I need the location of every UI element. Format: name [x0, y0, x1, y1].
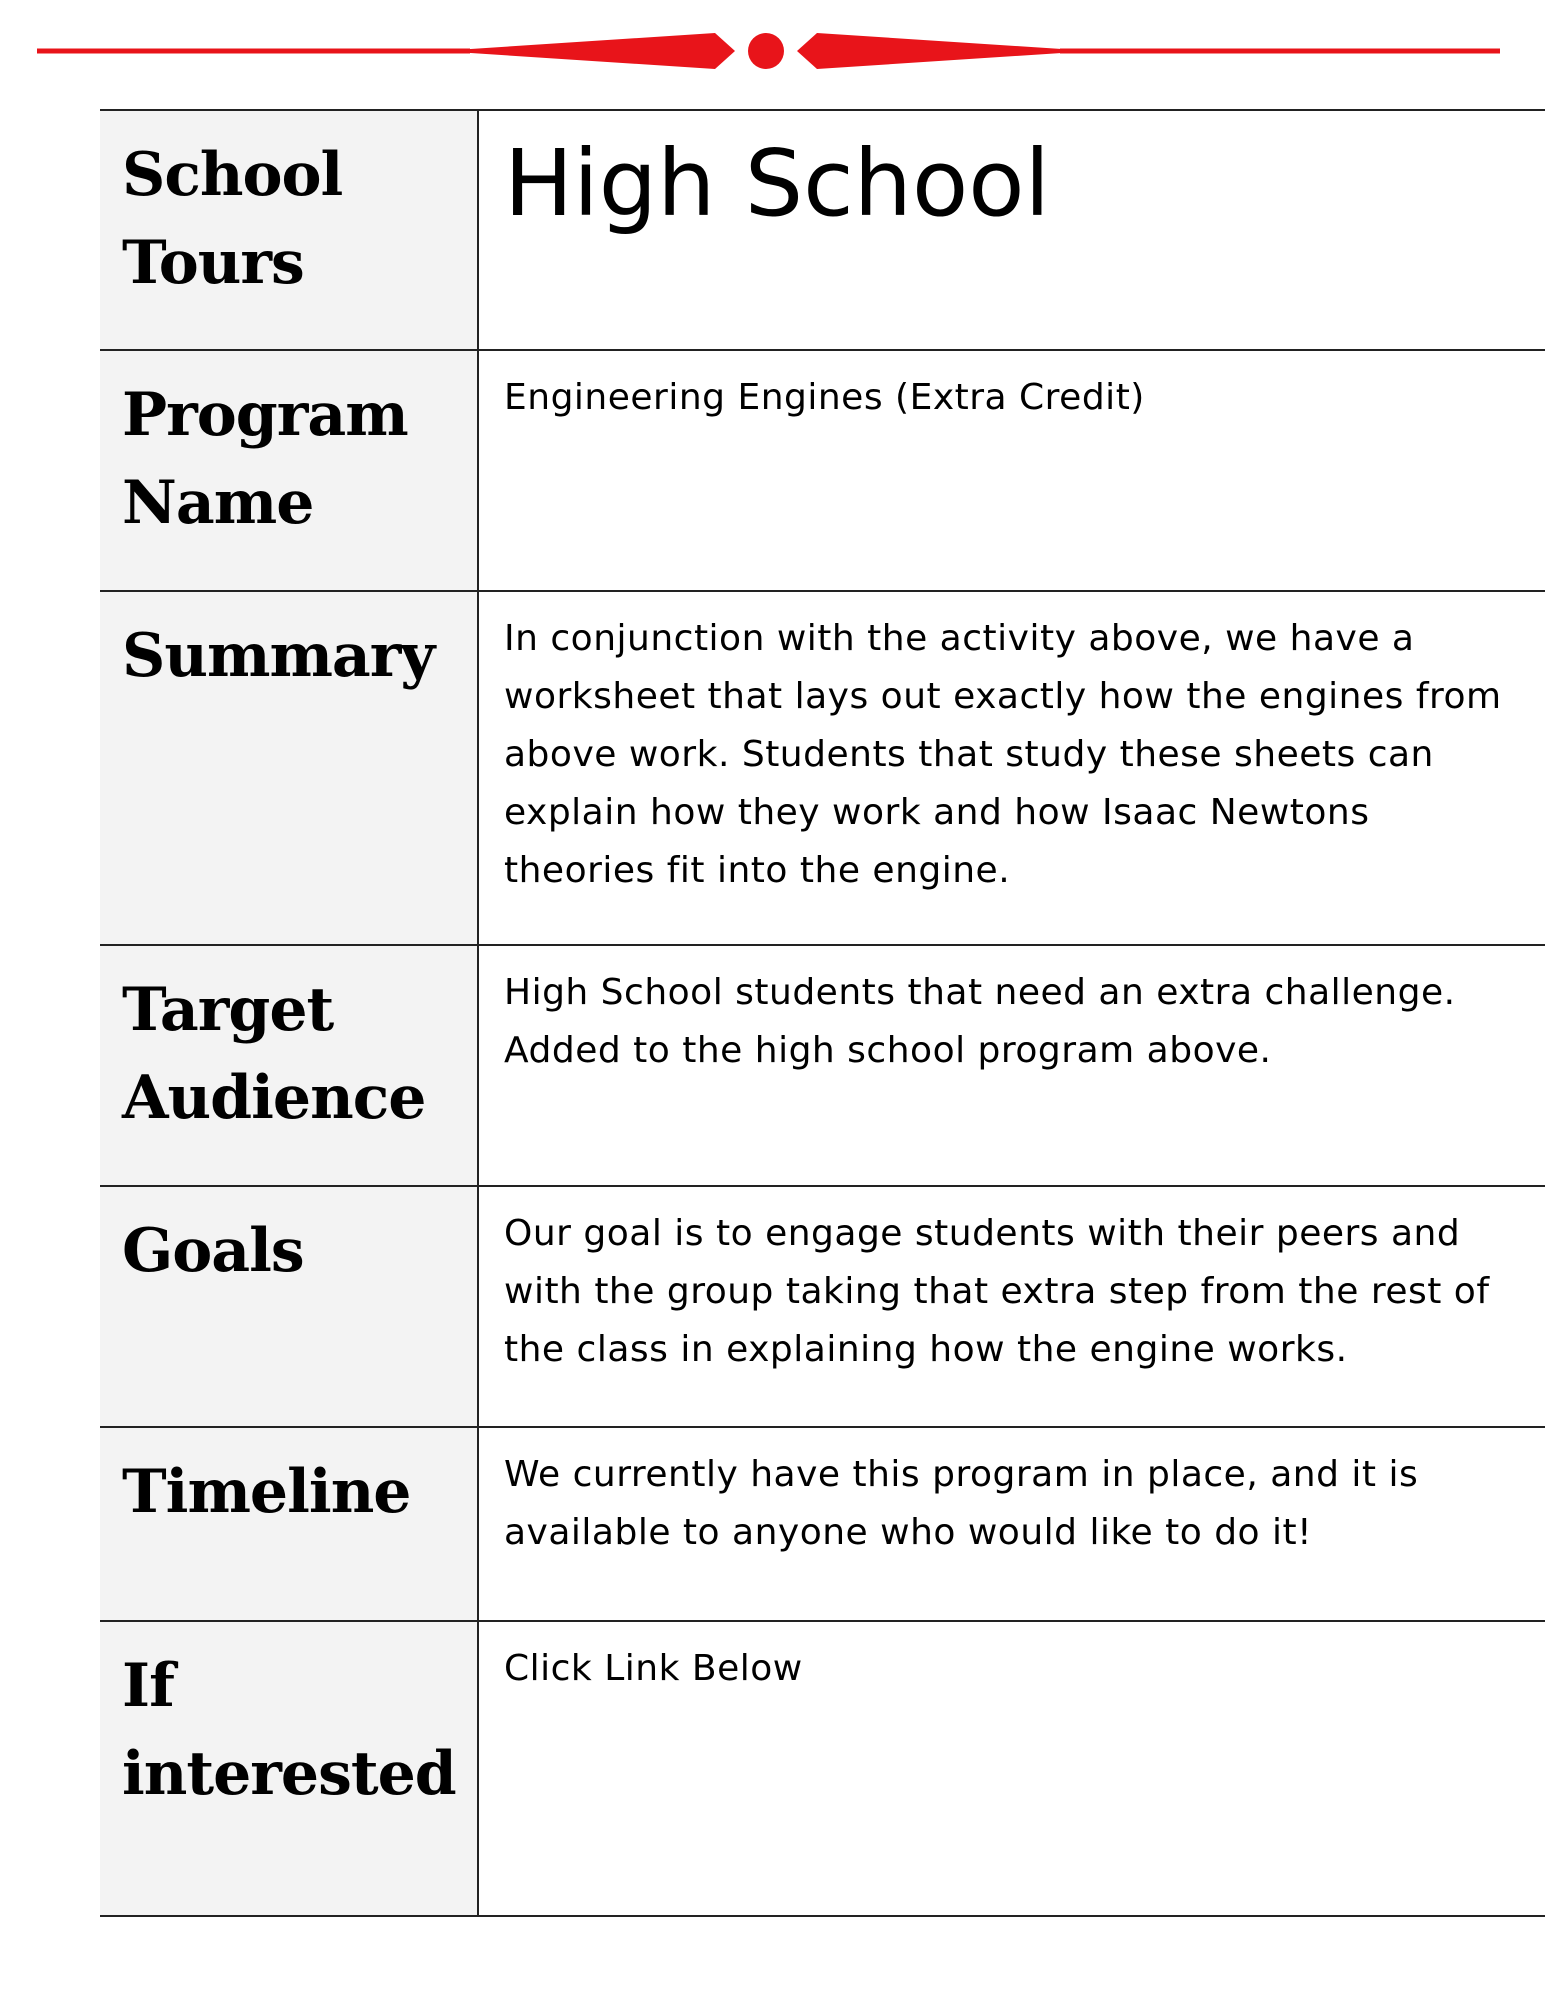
- row-target-audience: [100, 945, 1545, 1186]
- value-cell: [478, 591, 1545, 945]
- value-cell: [478, 1186, 1545, 1427]
- value-goals: Our goal is to engage students with their peers and with the group taking that extra step from the rest of the class in explaining how the engine works.: [504, 1213, 1490, 1370]
- label-school-tours: School Tours: [122, 140, 343, 298]
- ornament-center-dot: [748, 33, 784, 69]
- row-summary: [100, 591, 1545, 945]
- value-summary: In conjunction with the activity above, we have a worksheet that lays out exactly how the engines from above work. Students that study these sheets can explain how they work and how Isaac Newtons theories fit into the engine.: [504, 618, 1502, 891]
- value-if-interested: Click Link Below: [504, 1648, 803, 1689]
- label-cell: [100, 350, 478, 591]
- value-cell: [478, 350, 1545, 591]
- label-target-audience: Target Audience: [122, 975, 426, 1133]
- value-cell: [478, 1621, 1545, 1916]
- ornament-left-spike: [440, 33, 735, 69]
- row-goals: [100, 1186, 1545, 1427]
- label-cell: [100, 1186, 478, 1427]
- label-program-name: Program Name: [122, 380, 408, 538]
- label-cell: [100, 110, 478, 350]
- row-if-interested: [100, 1621, 1545, 1916]
- value-target-audience: High School students that need an extra challenge. Added to the high school program above.: [504, 972, 1456, 1071]
- label-cell: [100, 1427, 478, 1621]
- value-school-tours: High School: [504, 130, 1051, 237]
- ornament-right-spike: [797, 33, 1092, 69]
- value-timeline: We currently have this program in place, and it is available to anyone who would like to do it!: [504, 1454, 1419, 1553]
- value-cell: [478, 945, 1545, 1186]
- label-timeline: Timeline: [122, 1457, 411, 1527]
- label-cell: [100, 945, 478, 1186]
- row-timeline: [100, 1427, 1545, 1621]
- row-school-tours: [100, 110, 1545, 350]
- label-cell: [100, 591, 478, 945]
- label-summary: Summary: [122, 621, 435, 691]
- row-program-name: [100, 350, 1545, 591]
- value-cell: [478, 1427, 1545, 1621]
- value-cell: [478, 110, 1545, 350]
- program-info-table: [100, 109, 1545, 1917]
- label-if-interested: If interested: [122, 1651, 456, 1809]
- label-goals: Goals: [122, 1216, 304, 1286]
- value-program-name: Engineering Engines (Extra Credit): [504, 377, 1145, 418]
- header-ornament: [0, 0, 1545, 100]
- label-cell: [100, 1621, 478, 1916]
